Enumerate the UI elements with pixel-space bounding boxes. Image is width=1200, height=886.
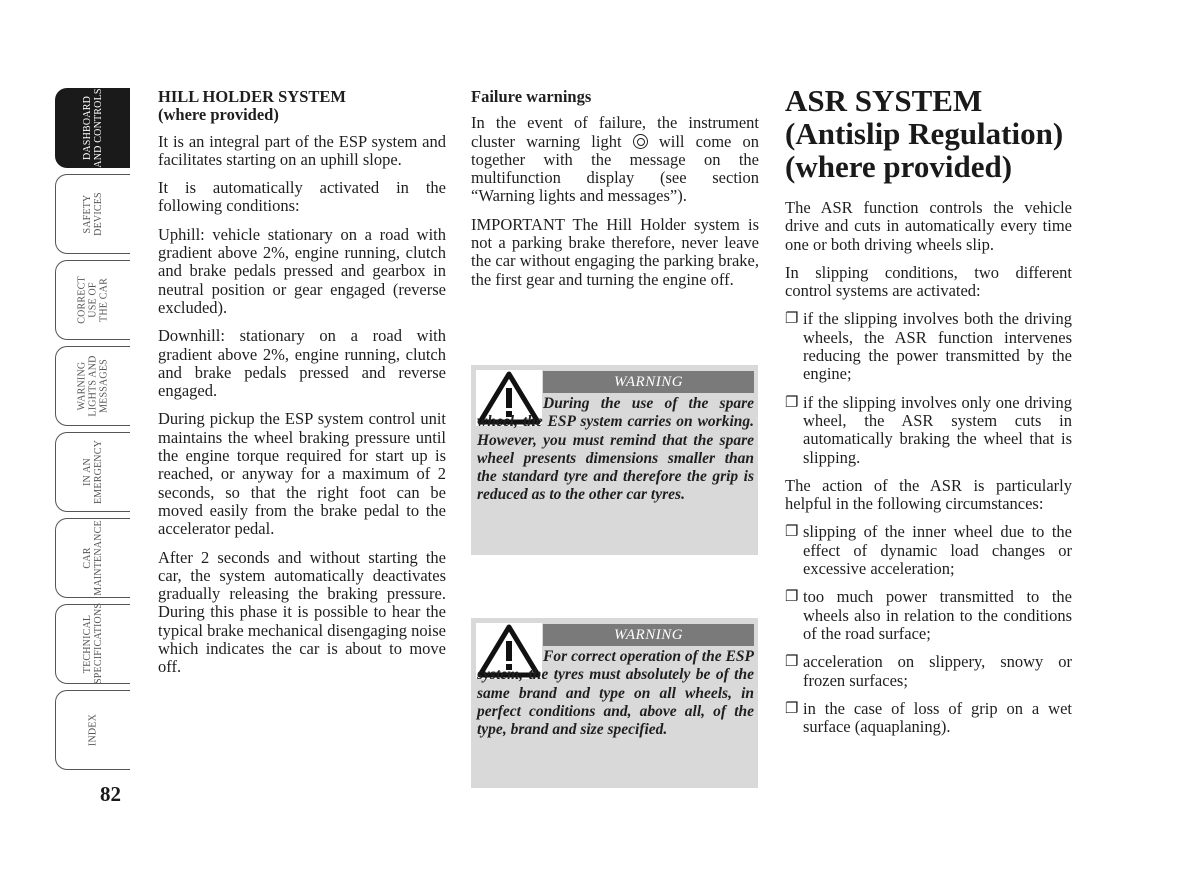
failure-text-before: In the event of failure, the instrument cluster warning light (471, 113, 759, 151)
paragraph: It is an integral part of the ESP system and facilitates starting on an uphill slope. (158, 131, 446, 169)
paragraph: During pickup the ESP system control unit maintains the wheel braking pressure until the engine torque required for start up is reached, or anyway for a maximum of 2 seconds, so that the right foot can be moved easily from the brake pedal to the accelerator pedal. (158, 409, 446, 539)
asr-title (785, 84, 1072, 183)
tab-label: CAR MAINTENANCE (82, 520, 104, 596)
hill-holder-heading (158, 88, 446, 125)
list-item-text: too much power transmitted to the wheels also in relation to the conditions of the road surface; (803, 587, 1072, 643)
hill-holder-heading-line2: (where provided) (158, 105, 279, 125)
helpful-intro: The action of the ASR is particularly helpful in the following circumstances: (785, 475, 1072, 514)
paragraph: Downhill: stationary on a road with gradient above 2%, engine running, clutch and brake pedals pressed and reverse engaged. (158, 326, 446, 401)
checkbox-bullet-icon: ❐ (785, 524, 799, 541)
slipping-intro: In slipping conditions, two different control systems are activated: (785, 262, 1072, 301)
paragraph: After 2 seconds and without starting the car, the system automatically deactivates gradually releasing the braking pressure. During this phase it is possible to hear the typical brake mechanical disengaging noise which indicates the car is about to move off. (158, 547, 446, 677)
hill-holder-section (158, 88, 446, 687)
tab-index[interactable] (55, 690, 130, 770)
checkbox-bullet-icon: ❐ (785, 654, 799, 671)
list-item (785, 310, 1072, 383)
tab-safety-devices[interactable] (55, 174, 130, 254)
tab-label: CORRECT USE OF THE CAR (76, 276, 110, 324)
list-item-text: if the slipping involves both the driving wheels, the ASR function intervenes reducing the power transmitted by the engine; (803, 309, 1072, 384)
hill-holder-heading-line1: HILL HOLDER SYSTEM (158, 87, 346, 106)
failure-text-after: will come on together with the message on the multifunction display (see section “Warning lights and messages”). (471, 131, 760, 206)
list-item (785, 653, 1072, 690)
tab-label: INDEX (87, 713, 99, 747)
tab-label: WARNING LIGHTS AND MESSAGES (76, 355, 110, 417)
esp-warning-light-icon (633, 134, 648, 149)
failure-paragraph (471, 114, 759, 205)
list-item-text: slipping of the inner wheel due to the effect of dynamic load changes or excessive acceleration; (803, 522, 1072, 579)
list-item (785, 588, 1072, 643)
checkbox-bullet-icon: ❐ (785, 700, 799, 717)
page-number: 82 (100, 782, 121, 806)
tab-label: IN AN EMERGENCY (82, 439, 104, 505)
tab-warning-lights-and-messages[interactable] (55, 346, 130, 426)
asr-title-line1: ASR SYSTEM (785, 83, 983, 118)
important-note: IMPORTANT The Hill Holder system is not a parking brake therefore, never leave the car without engaging the parking brake, the first gear and turning the engine off. (471, 214, 759, 289)
tab-car-maintenance[interactable] (55, 518, 130, 598)
list-item-text: if the slipping involves only one driving wheel, the ASR system cuts in automatically braking the wheel that is slipping. (803, 392, 1072, 467)
list-item (785, 523, 1072, 578)
asr-title-line3: (where provided) (785, 149, 1013, 184)
asr-intro: The ASR function controls the vehicle drive and cuts in automatically every time one or both driving wheels slip. (785, 198, 1072, 254)
checkbox-bullet-icon: ❐ (785, 589, 799, 606)
checkbox-bullet-icon: ❐ (785, 394, 799, 411)
tab-in-an-emergency[interactable] (55, 432, 130, 512)
list-item (785, 700, 1072, 737)
warning-text: During the use of the spare wheel, the ESP system carries on working. However, you must remind that the spare wheel presents dimensions smaller than the standard tyre and therefore the grip is reduced as to the other car tyres. (477, 395, 754, 504)
list-item (785, 394, 1072, 467)
paragraph: Uphill: vehicle stationary on a road with gradient above 2%, engine running, clutch and brake pedals pressed and gearbox in neutral position or gear engaged (reverse excluded). (158, 224, 446, 317)
list-item-text: acceleration on slippery, snowy or frozen surfaces; (803, 652, 1072, 690)
warning-box (471, 618, 758, 788)
asr-system-section (785, 84, 1072, 746)
tab-correct-use-of-the-car[interactable] (55, 260, 130, 340)
failure-warnings-section (471, 88, 759, 299)
tab-label: TECHNICAL SPECIFICATIONS (82, 602, 104, 684)
warning-title: WARNING (543, 371, 754, 393)
paragraph: It is automatically activated in the following conditions: (158, 178, 446, 216)
failure-warnings-heading: Failure warnings (471, 87, 592, 106)
tab-label: DASHBOARD AND CONTROLS (82, 88, 104, 168)
asr-title-line2: (Antislip Regulation) (785, 116, 1064, 151)
tab-label: SAFETY DEVICES (82, 192, 104, 236)
tab-dashboard-and-controls[interactable] (55, 88, 130, 168)
tab-technical-specifications[interactable] (55, 604, 130, 684)
checkbox-bullet-icon: ❐ (785, 311, 799, 328)
warning-title: WARNING (543, 624, 754, 646)
warning-box (471, 365, 758, 555)
warning-text: For correct operation of the ESP system, the tyres must absolutely be of the same brand and type on all wheels, in perfect conditions and, above all, of the type, brand and size specified. (477, 648, 754, 739)
list-item-text: in the case of loss of grip on a wet surface (aquaplaning). (803, 698, 1072, 737)
